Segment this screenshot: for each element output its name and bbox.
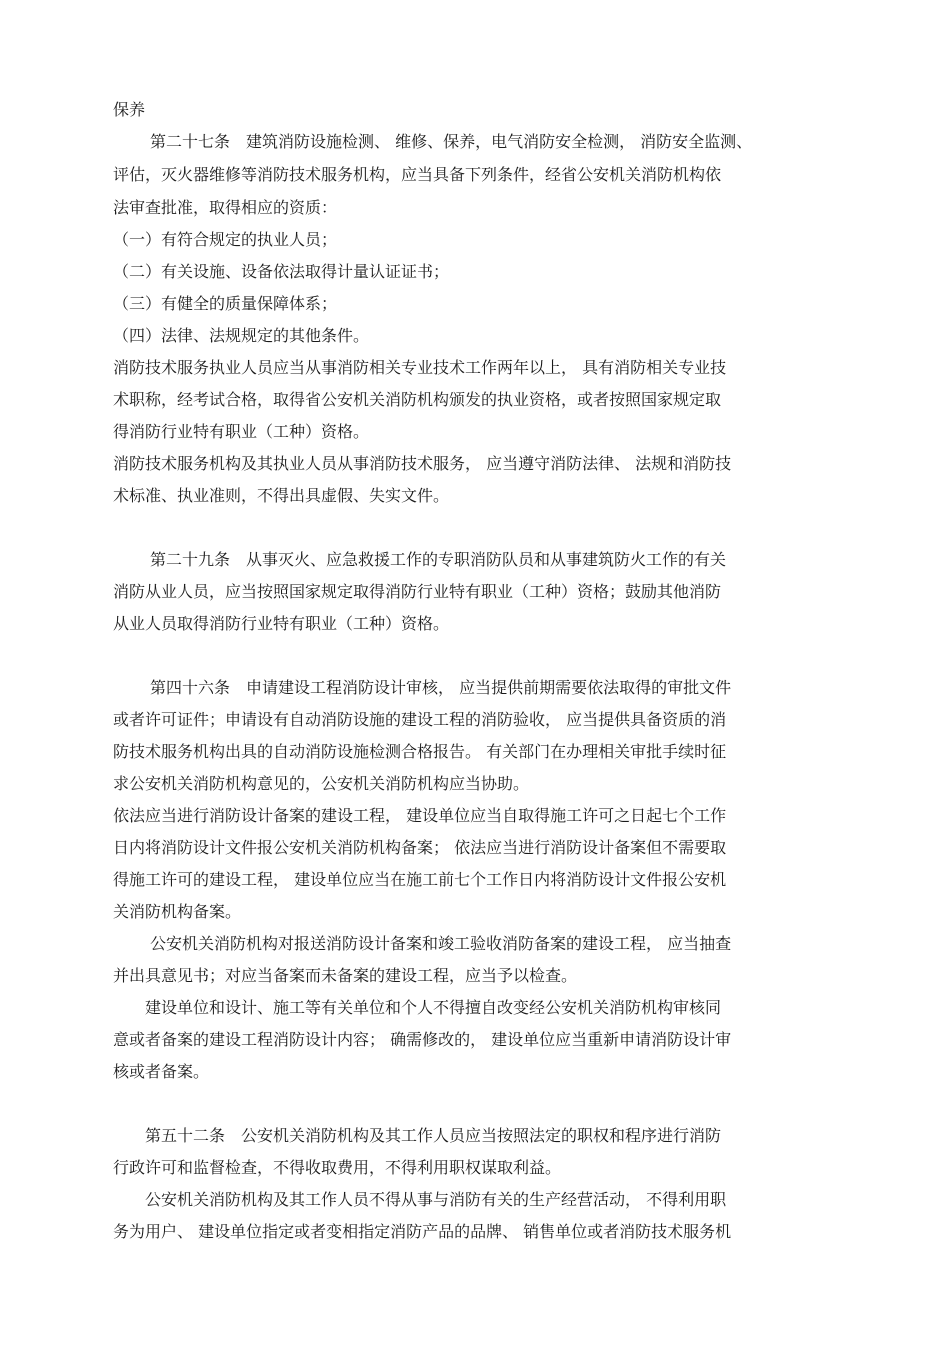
article-46-heading-line: 第四十六条 申请建设工程消防设计审核， 应当提供前期需要依法取得的审批文件 xyxy=(150,678,732,697)
text-line: 消防技术服务执业人员应当从事消防相关专业技术工作两年以上， 具有消防相关专业技 xyxy=(113,358,727,377)
text-line: 消防从业人员，应当按照国家规定取得消防行业特有职业（工种）资格；鼓励其他消防 xyxy=(113,582,722,601)
text-line: 法审查批准，取得相应的资质： xyxy=(113,198,338,217)
text-line: 从业人员取得消防行业特有职业（工种）资格。 xyxy=(113,614,450,633)
text-line: 关消防机构备案。 xyxy=(113,902,242,921)
text-line: 评估，灭火器维修等消防技术服务机构，应当具备下列条件，经省公安机关消防机构依 xyxy=(113,165,722,184)
text-line: 行政许可和监督检查，不得收取费用，不得利用职权谋取利益。 xyxy=(113,1158,562,1177)
text-line: 得施工许可的建设工程， 建设单位应当在施工前七个工作日内将消防设计文件报公安机 xyxy=(113,870,727,889)
text-line: 术职称，经考试合格，取得省公安机关消防机构颁发的执业资格，或者按照国家规定取 xyxy=(113,390,722,409)
article-27-heading-line: 第二十七条 建筑消防设施检测、 维修、保养，电气消防安全检测， 消防安全监测、 xyxy=(150,132,753,151)
text-line: 意或者备案的建设工程消防设计内容； 确需修改的， 建设单位应当重新申请消防设计审 xyxy=(113,1030,732,1049)
text-line: 务为用户、 建设单位指定或者变相指定消防产品的品牌、 销售单位或者消防技术服务机 xyxy=(113,1222,732,1241)
text-line: 求公安机关消防机构意见的，公安机关消防机构应当协助。 xyxy=(113,774,530,793)
text-line: 依法应当进行消防设计备案的建设工程， 建设单位应当自取得施工许可之日起七个工作 xyxy=(113,806,727,825)
text-line: 并出具意见书；对应当备案而未备案的建设工程，应当予以检查。 xyxy=(113,966,578,985)
text-line: 得消防行业特有职业（工种）资格。 xyxy=(113,422,370,441)
list-item: （四）法律、法规规定的其他条件。 xyxy=(113,326,370,345)
text-line: 公安机关消防机构对报送消防设计备案和竣工验收消防备案的建设工程， 应当抽查 xyxy=(150,934,732,953)
text-line: 术标准、执业准则，不得出具虚假、失实文件。 xyxy=(113,486,450,505)
text-line: 或者许可证件；申请设有自动消防设施的建设工程的消防验收， 应当提供具备资质的消 xyxy=(113,710,727,729)
list-item: （二）有关设施、设备依法取得计量认证证书； xyxy=(113,262,450,281)
article-29-heading-line: 第二十九条 从事灭火、应急救援工作的专职消防队员和从事建筑防火工作的有关 xyxy=(150,550,727,569)
text-line: 建设单位和设计、施工等有关单位和个人不得擅自改变经公安机关消防机构审核同 xyxy=(145,998,722,1017)
text-line: 消防技术服务机构及其执业人员从事消防技术服务， 应当遵守消防法律、 法规和消防技 xyxy=(113,454,732,473)
list-item: （一）有符合规定的执业人员； xyxy=(113,230,338,249)
text-line: 防技术服务机构出具的自动消防设施检测合格报告。 有关部门在办理相关审批手续时征 xyxy=(113,742,727,761)
text-line: 核或者备案。 xyxy=(113,1062,210,1081)
text-line: 公安机关消防机构及其工作人员不得从事与消防有关的生产经营活动， 不得利用职 xyxy=(145,1190,727,1209)
text-line: 保养 xyxy=(113,100,146,119)
text-line: 日内将消防设计文件报公安机关消防机构备案； 依法应当进行消防设计备案但不需要取 xyxy=(113,838,727,857)
article-52-heading-line: 第五十二条 公安机关消防机构及其工作人员应当按照法定的职权和程序进行消防 xyxy=(145,1126,722,1145)
list-item: （三）有健全的质量保障体系； xyxy=(113,294,338,313)
